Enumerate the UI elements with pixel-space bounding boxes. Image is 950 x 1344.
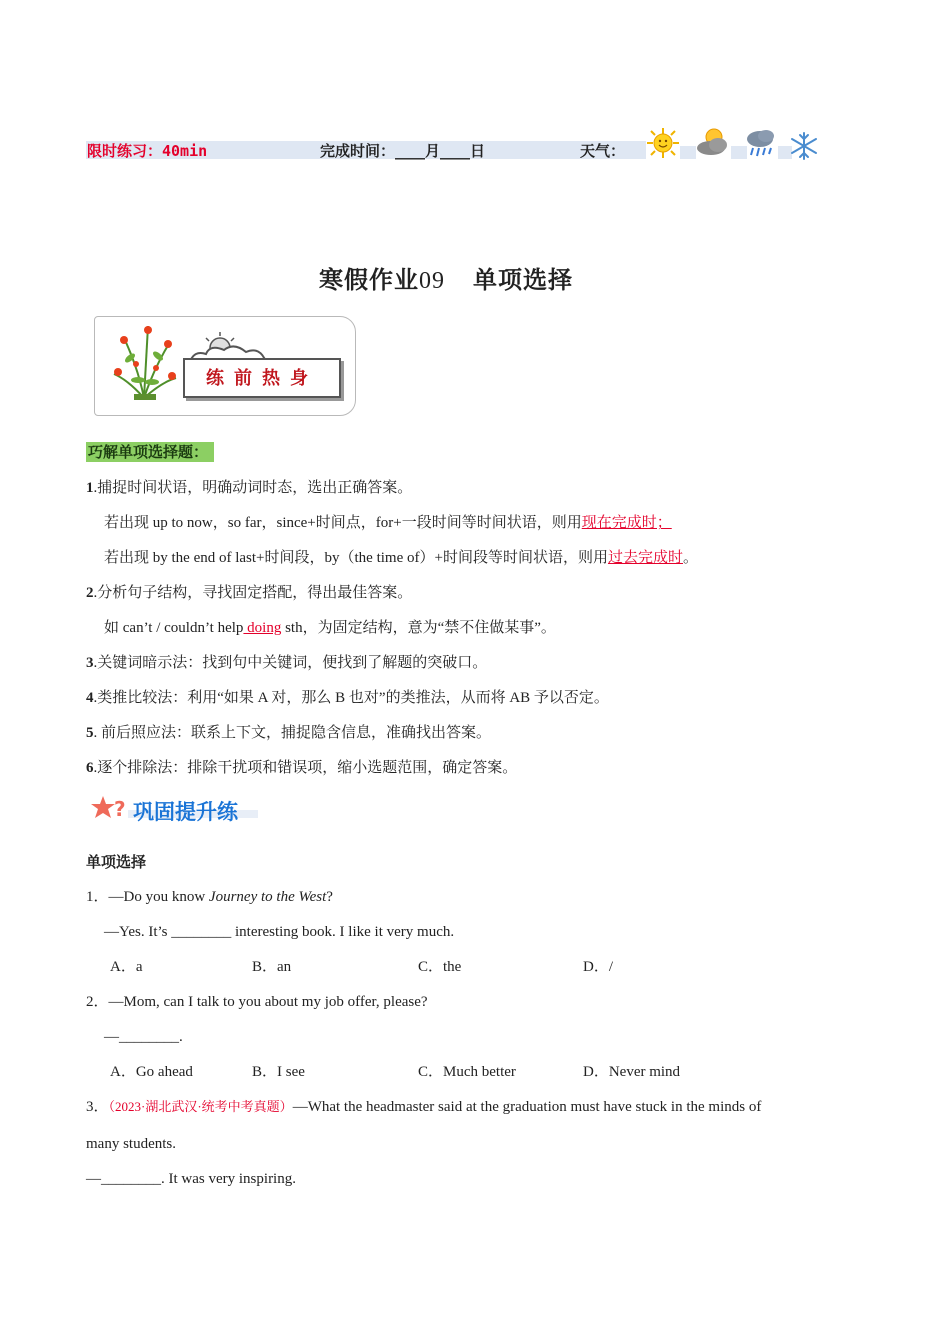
tip-text: 如 can’t / couldn’t help (104, 620, 244, 636)
option-c[interactable]: C．Much better (418, 1064, 516, 1080)
section-title: 巩固提升练 (133, 800, 238, 824)
tip-text: . 前后照应法：联系上下文，捕捉隐含信息，准确找出答案。 (93, 725, 492, 741)
tip-number: 6 (86, 760, 94, 776)
tip-number: 5 (86, 725, 94, 741)
tip-text: 若出现 by the end of last+时间段，by（the time of）+时间段等时间状语，则用 (104, 550, 608, 566)
weather-label: 天气： (580, 142, 626, 160)
option-c[interactable]: C．the (418, 959, 462, 975)
question-1-line-2: —Yes. It’s ________ interesting book. I like it very much. (104, 924, 455, 940)
question-number: 3． (86, 1099, 109, 1115)
tip-text: .捕捉时间状语，明确动词时态，选出正确答案。 (93, 480, 413, 496)
tip-item (86, 688, 609, 708)
tip-text: .分析句子结构，寻找固定搭配，得出最佳答案。 (93, 585, 413, 601)
tip-item (104, 513, 672, 533)
time-limit: 限时练习：40min (87, 142, 208, 160)
question-1-line-1 (86, 887, 333, 907)
question-text: ? (326, 889, 333, 905)
tip-number: 4 (86, 690, 94, 706)
tip-text: 若出现 up to now，so far，since+时间点，for+一段时间等时间状语，则用 (104, 515, 582, 531)
warmup-label: 练前热身 (206, 368, 318, 389)
tip-item (86, 653, 487, 673)
past-perfect-highlight: 过去完成时 (607, 550, 683, 566)
tip-item (86, 478, 412, 498)
finish-time: 完成时间：____月____日 (320, 142, 486, 160)
option-b[interactable]: B．an (252, 959, 292, 975)
tip-text: .逐个排除法：排除干扰项和错误项，缩小选题范围，确定答案。 (93, 760, 518, 776)
option-a[interactable]: A．Go ahead (110, 1064, 193, 1080)
rain-icon (744, 127, 778, 161)
option-d[interactable]: D．Never mind (583, 1064, 681, 1080)
svg-text:?: ? (114, 797, 126, 821)
page-title (0, 260, 892, 295)
question-3-line-3: —________. It was very inspiring. (86, 1171, 296, 1187)
tip-text: .关键词暗示法：找到句中关键词，便找到了解题的突破口。 (93, 655, 488, 671)
question-text: 1．—Do you know (86, 889, 209, 905)
option-b[interactable]: B．I see (252, 1064, 305, 1080)
question-2-line-2: —________. (104, 1029, 183, 1045)
title-subject: 单项选择 (473, 266, 574, 294)
questions-heading: 单项选择 (86, 855, 147, 871)
sun-icon (645, 126, 681, 160)
question-3-line-1 (86, 1097, 761, 1117)
title-text: 寒假作业 (318, 266, 419, 294)
tip-number: 3 (86, 655, 94, 671)
tip-item (86, 758, 517, 778)
doing-highlight: doing (243, 620, 282, 636)
question-text: —What the headmaster said at the graduation must have stuck in the minds of (292, 1099, 762, 1115)
flower-plant-icon (108, 318, 180, 402)
tip-item (104, 548, 698, 568)
question-source: （2023·湖北武汉·统考中考真题） (108, 1099, 293, 1114)
snowflake-icon (789, 131, 819, 161)
option-d[interactable]: D．/ (583, 959, 614, 975)
tip-item (104, 618, 556, 638)
tip-text: .类推比较法：利用“如果 A 对，那么 B 也对”的类推法，从而将 AB 予以否定。 (93, 690, 609, 706)
present-perfect-highlight: 现在完成时； (581, 515, 672, 531)
tip-number: 1 (86, 480, 94, 496)
title-number: 09 (418, 268, 445, 294)
tip-number: 2 (86, 585, 94, 601)
partly-cloudy-icon (694, 126, 732, 158)
tip-item (86, 723, 491, 743)
tip-text: 。 (682, 550, 698, 566)
book-title: Journey to the West (208, 889, 327, 905)
tip-item (86, 583, 412, 603)
tip-text: sth，为固定结构，意为“禁不住做某事”。 (281, 620, 556, 636)
question-2-line-1: 2．—Mom, can I talk to you about my job offer, please? (86, 994, 428, 1010)
tips-heading: 巧解单项选择题： (86, 442, 214, 462)
star-question-icon (90, 794, 130, 822)
question-3-line-2: many students. (86, 1136, 176, 1152)
option-a[interactable]: A．a (110, 959, 143, 975)
